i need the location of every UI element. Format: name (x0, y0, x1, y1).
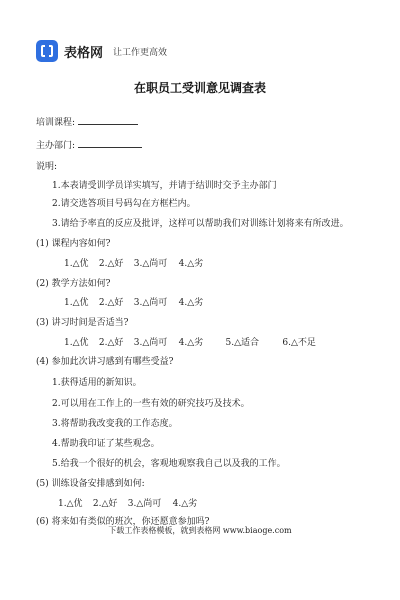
option[interactable]: 2.△好 (98, 259, 124, 269)
option[interactable]: 1.△优 (64, 259, 89, 269)
option[interactable]: 2.△好 (98, 298, 124, 308)
option[interactable]: 3.△尚可 (133, 338, 168, 348)
option[interactable]: 4.△劣 (178, 338, 204, 348)
option[interactable]: 5.△适合 (225, 338, 260, 348)
option[interactable]: 4.△劣 (178, 298, 204, 308)
question-1-options (64, 256, 203, 269)
question-2: (2) 教学方法如何? (36, 279, 111, 289)
question-5-options (58, 496, 197, 509)
biaoge-logo-icon (36, 40, 58, 62)
question-6: (6) 将来如有类似的班次，你还愿意参加吗? (36, 517, 210, 527)
question-2-options (64, 295, 203, 308)
brand-name: 表格网 (64, 45, 104, 61)
option[interactable]: 2.△好 (98, 338, 124, 348)
instruction-item: 1.本表请受训学员详实填写，并请于结训时交予主办部门 (52, 181, 277, 191)
option[interactable]: 4.△劣 (178, 259, 204, 269)
field-training-course (36, 115, 138, 128)
option[interactable]: 3.△尚可 (133, 298, 168, 308)
instructions-heading: 说明: (36, 162, 58, 172)
option[interactable]: 4.△劣 (172, 499, 198, 509)
question-3: (3) 讲习时间是否适当? (36, 318, 129, 328)
option[interactable]: 1.△优 (64, 298, 89, 308)
option[interactable]: 3.△尚可 (127, 499, 162, 509)
question-4: (4) 参加此次讲习感到有哪些受益? (36, 357, 174, 367)
field-label: 培训课程: (36, 118, 76, 128)
benefit-option[interactable]: 4.帮助我印证了某些观念。 (52, 439, 160, 449)
option[interactable]: 1.△优 (64, 338, 89, 348)
instruction-item: 3.请给予率直的反应及批评，这样可以帮助我们对训练计划将来有所改进。 (52, 219, 349, 229)
instruction-item: 2.请交选答项目号码勾在方框栏内。 (52, 199, 196, 209)
question-5: (5) 训练设备安排感到如何: (36, 479, 145, 489)
field-host-department (36, 138, 142, 151)
option[interactable]: 3.△尚可 (133, 259, 168, 269)
benefit-option[interactable]: 5.给我一个很好的机会，客观地观察我自己以及我的工作。 (52, 459, 286, 469)
footer-note: 下载工作表格模板，就到表格网 www.biaoge.com (108, 526, 292, 535)
brand-header (36, 40, 167, 62)
course-blank[interactable] (78, 115, 138, 125)
option[interactable]: 1.△优 (58, 499, 83, 509)
option[interactable]: 2.△好 (92, 499, 118, 509)
option[interactable]: 6.△不足 (282, 338, 316, 348)
field-label: 主办部门: (36, 141, 76, 151)
benefit-option[interactable]: 3.将帮助我改变我的工作态度。 (52, 419, 178, 429)
benefit-option[interactable]: 2.可以用在工作上的一些有效的研究技巧及技术。 (52, 399, 250, 409)
question-3-options (64, 335, 316, 348)
question-1: (1) 课程内容如何? (36, 239, 111, 249)
brand-slogan: 让工作更高效 (113, 47, 168, 58)
benefit-option[interactable]: 1.获得适用的新知识。 (52, 378, 142, 388)
document-title: 在职员工受训意见调查表 (133, 81, 266, 95)
department-blank[interactable] (78, 138, 142, 148)
